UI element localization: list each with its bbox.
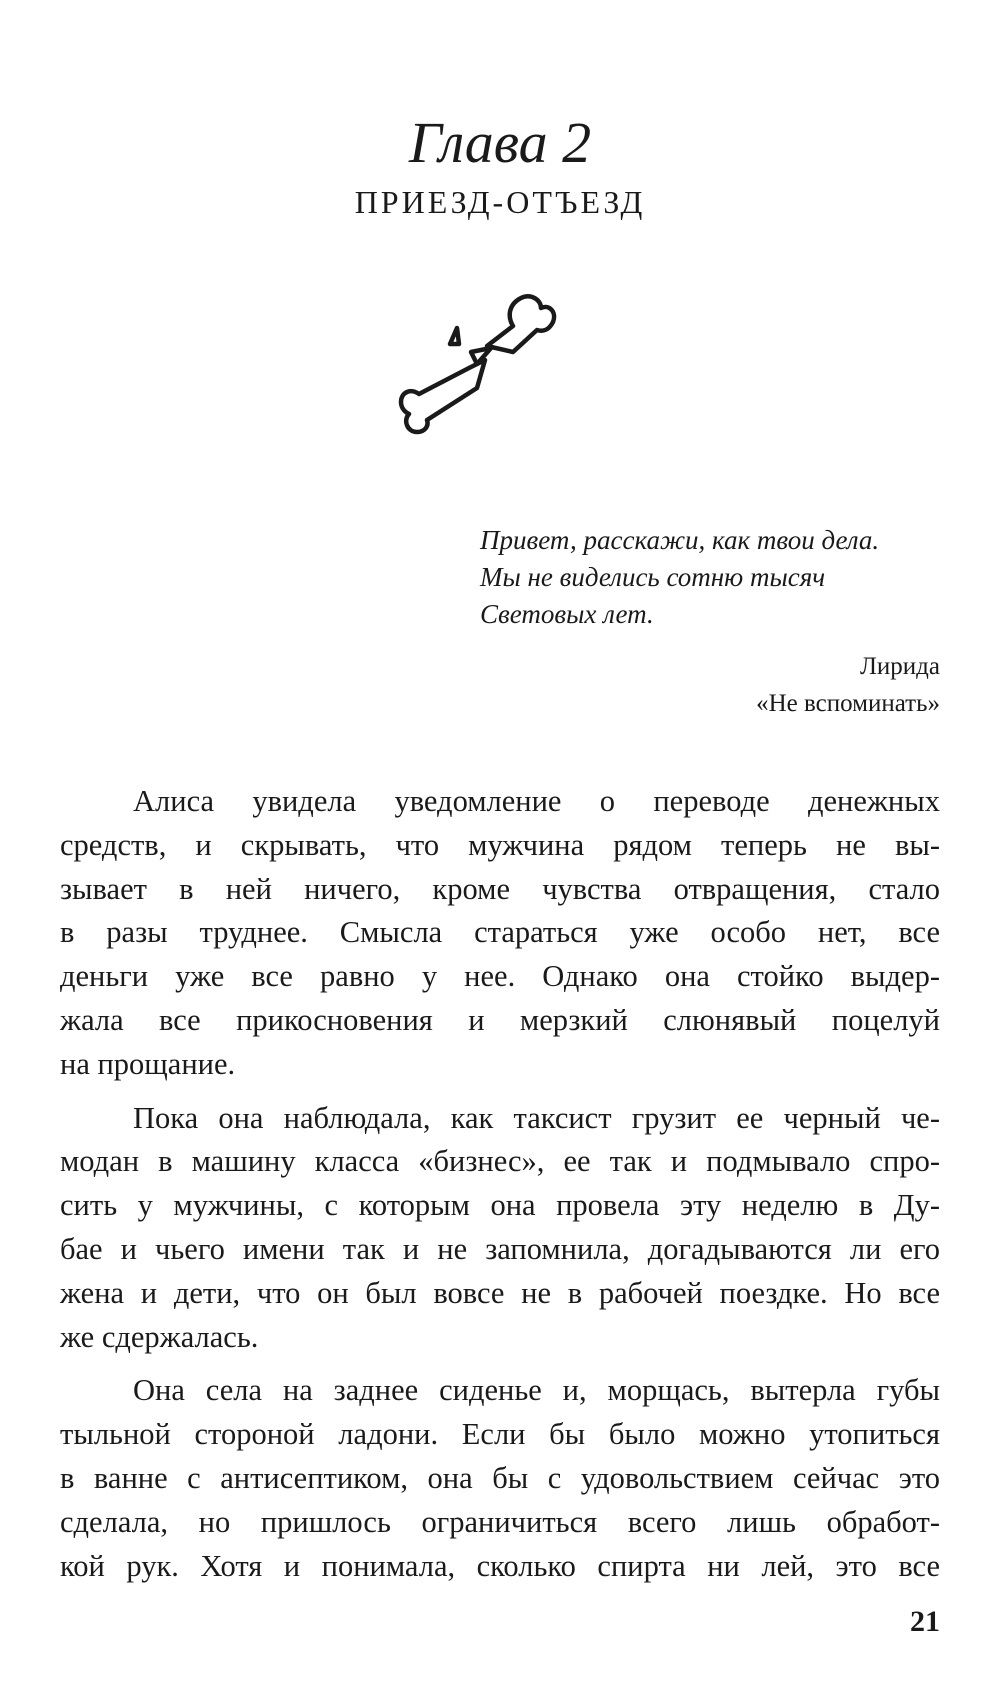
text-line: сить у мужчины, с которым она провела эту неделю в Ду- <box>60 1188 940 1223</box>
text-line: деньги уже все равно у нее. Однако она стойко выдер- <box>60 959 940 994</box>
page-number: 21 <box>910 1605 940 1638</box>
text-line: средств, и скрывать, что мужчина рядом теперь не вы- <box>60 827 940 862</box>
paragraph <box>60 1097 940 1360</box>
text-line: же сдержалась. <box>60 1319 259 1354</box>
text-line: в разы труднее. Смысла стараться уже особо нет, все <box>60 915 940 950</box>
paragraph <box>60 780 940 1087</box>
epigraph-line: Привет, расскажи, как твои дела. <box>480 525 880 555</box>
text-line: кой рук. Хотя и понимала, сколько спирта ни лей, это все <box>60 1548 940 1583</box>
text-line: жала все прикосновения и мерзкий слюнявый поцелуй <box>60 1002 940 1037</box>
text-line: тыльной стороной ладони. Если бы было можно утопиться <box>60 1417 940 1452</box>
text-line: модан в машину класса «бизнес», ее так и подмывало спро- <box>60 1144 940 1179</box>
epigraph <box>480 522 940 633</box>
text-line: жена и дети, что он был вовсе не в рабочей поездке. Но все <box>60 1275 940 1310</box>
chapter-number: Глава 2 <box>408 110 592 175</box>
text-line: на прощание. <box>60 1046 236 1081</box>
text-line: зывает в ней ничего, кроме чувства отвращения, стало <box>60 871 940 906</box>
text-line: бае и чьего имени так и не запомнила, догадываются ли его <box>60 1231 940 1266</box>
epigraph-line: Световых лет. <box>480 599 654 629</box>
text-line: сделала, но пришлось ограничиться всего лишь обработ- <box>60 1504 940 1539</box>
text-line: Она села на заднее сиденье и, морщась, вытерла губы <box>133 1373 940 1408</box>
epigraph-author: Лирида <box>859 653 940 680</box>
epigraph-work: «Не вспоминать» <box>756 690 940 717</box>
bone-icon <box>395 282 615 467</box>
chapter-title: ПРИЕЗД-ОТЪЕЗД <box>354 184 646 220</box>
text-line: Алиса увидела уведомление о переводе денежных <box>133 784 940 818</box>
paragraph <box>60 1369 940 1588</box>
body-text <box>60 780 940 1598</box>
text-line: Пока она наблюдала, как таксист грузит ее черный че- <box>133 1100 940 1135</box>
epigraph-line: Мы не виделись сотню тысяч <box>480 562 826 592</box>
epigraph-attribution <box>756 648 940 722</box>
text-line: в ванне с антисептиком, она бы с удовольствием сейчас это <box>60 1460 940 1495</box>
